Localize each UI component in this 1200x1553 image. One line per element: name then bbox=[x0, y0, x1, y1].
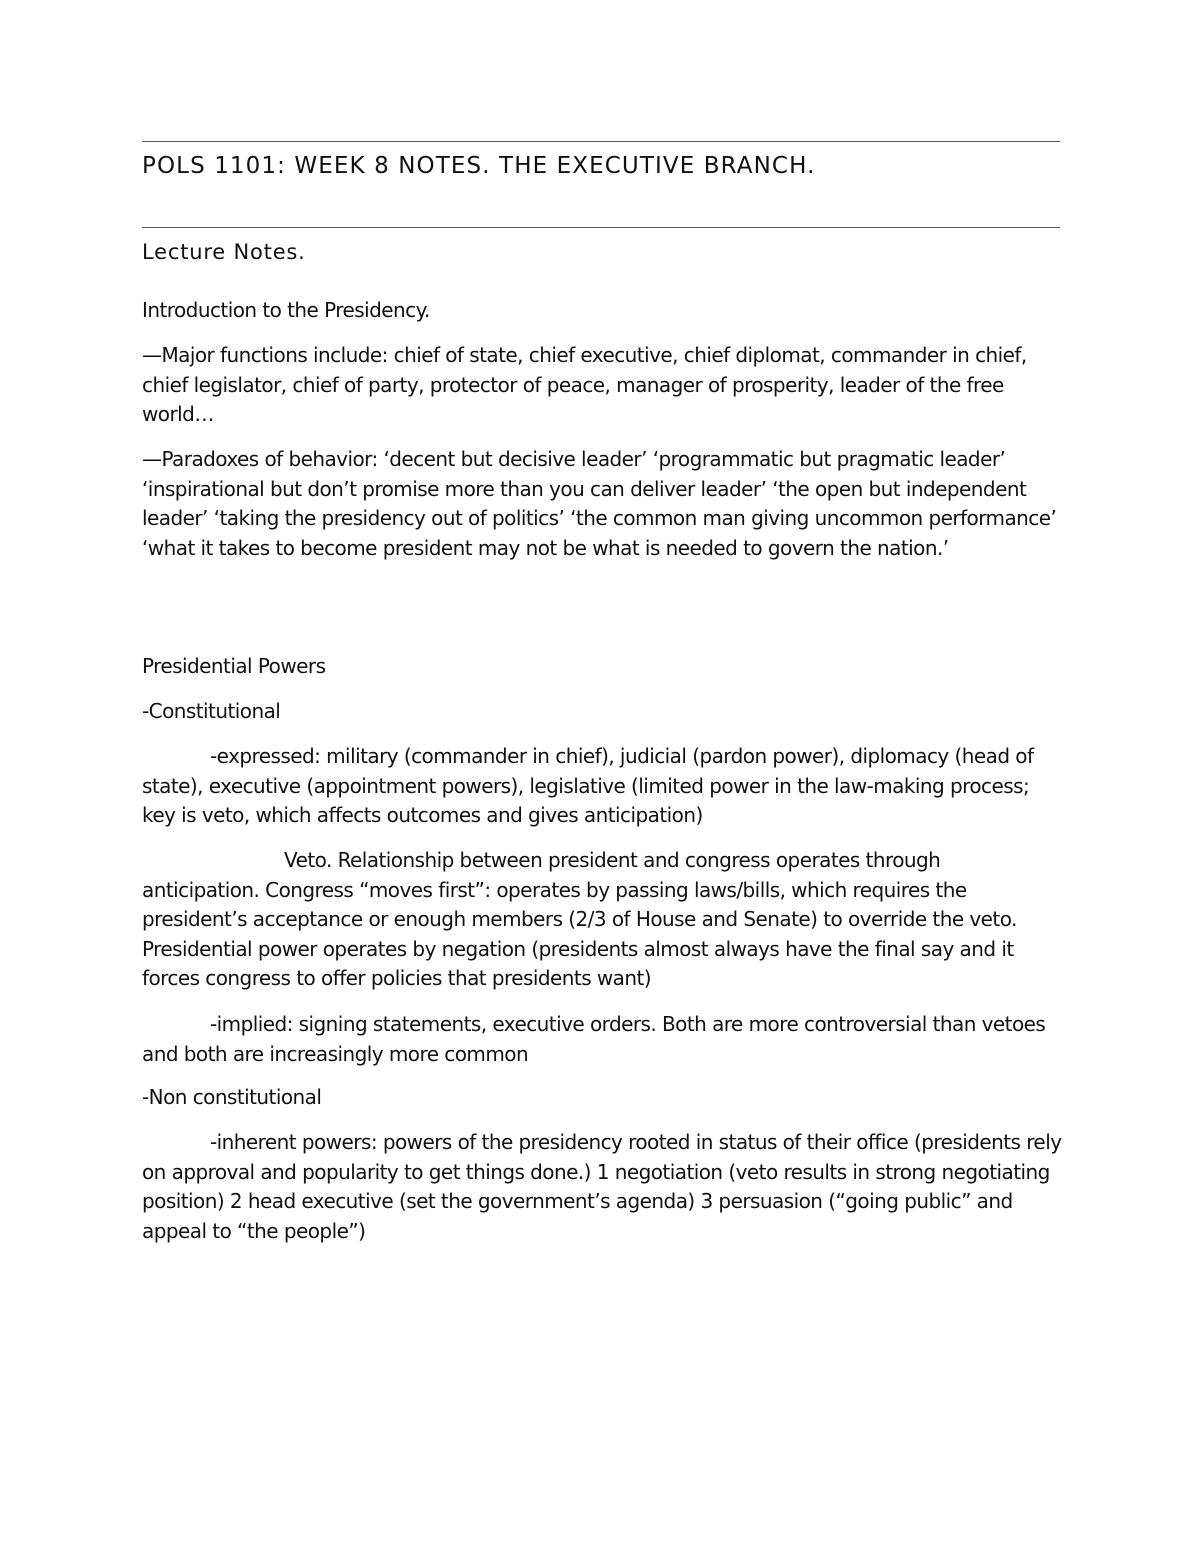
intro-heading: Introduction to the Presidency. bbox=[142, 298, 430, 322]
paradoxes-paragraph: —Paradoxes of behavior: ‘decent but decisive leader’ ‘programmatic but pragmatic leader’ ‘inspirational but don’t promise more than you can deliver leader’ ‘the open but independent leader’ ‘taking the presidency out of politics’ ‘the common man giving uncommon performance’ ‘what it takes to become president may not be what is needed to govern the nation.’ bbox=[142, 447, 1057, 560]
veto-paragraph: Veto. Relationship between president and congress operates through anticipation. Congress “moves first”: operates by passing laws/bills, which requires the president’s acceptance or enough members (2/3 of House and Senate) to override the veto. Presidential power operates by negation (presidents almost always have the final say and it forces congress to offer policies that presidents want) bbox=[142, 848, 1017, 990]
section-heading: Lecture Notes. bbox=[142, 240, 306, 264]
top-divider bbox=[142, 141, 1060, 142]
page-title: POLS 1101: WEEK 8 NOTES. THE EXECUTIVE BRANCH. bbox=[142, 153, 816, 179]
powers-heading: Presidential Powers bbox=[142, 654, 326, 678]
inherent-paragraph: -inherent powers: powers of the presidency rooted in status of their office (presidents rely on approval and popularity to get things done.) 1 negotiation (veto results in strong negotiating position) 2 head executive (set the government’s agenda) 3 persuasion (“going public” and appeal to “the people”) bbox=[142, 1130, 1062, 1243]
non-constitutional-heading: -Non constitutional bbox=[142, 1085, 322, 1109]
title-divider bbox=[142, 227, 1060, 228]
major-functions-paragraph: —Major functions include: chief of state, chief executive, chief diplomat, commander in chief, chief legislator, chief of party, protector of peace, manager of prosperity, leader of the free world… bbox=[142, 343, 1027, 426]
implied-paragraph: -implied: signing statements, executive orders. Both are more controversial than vetoes and both are increasingly more common bbox=[142, 1012, 1046, 1066]
constitutional-heading: -Constitutional bbox=[142, 699, 281, 723]
expressed-paragraph: -expressed: military (commander in chief), judicial (pardon power), diplomacy (head of state), executive (appointment powers), legislative (limited power in the law-making process; key is veto, which affects outcomes and gives anticipation) bbox=[142, 744, 1034, 827]
